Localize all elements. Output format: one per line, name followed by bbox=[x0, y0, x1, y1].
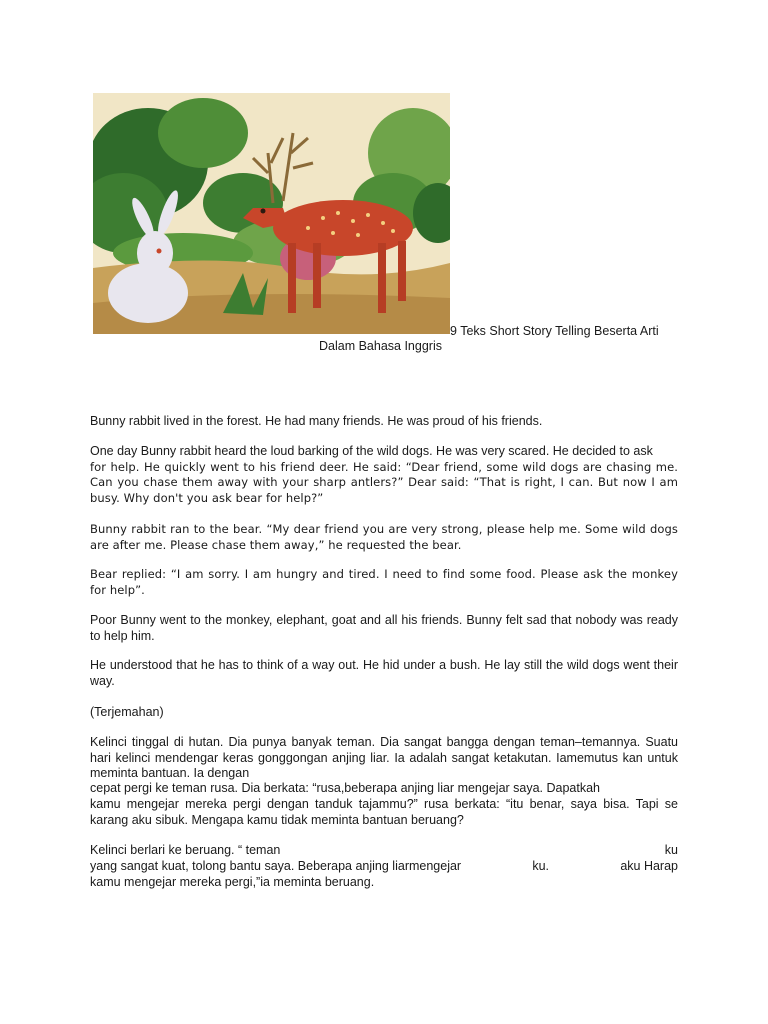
paragraph-8-line-c: kamu mengejar mereka pergi dengan tanduk tajammu?” rusa berkata: “itu benar, saya bisa. Tapi se karang aku sibuk. Mengapa kamu tidak meminta bantuan beruang? bbox=[90, 797, 678, 827]
paragraph-3: Bunny rabbit ran to the bear. “My dear friend you are very strong, please help me. Some wild dogs are after me. Please chase them away,” he requested the bear. bbox=[90, 522, 678, 552]
paragraph-9-line2 bbox=[90, 859, 678, 875]
paragraph-2-line1: One day Bunny rabbit heard the loud barking of the wild dogs. He was very scared. He decided to ask bbox=[90, 444, 653, 458]
paragraph-9-line2-c: aku Harap bbox=[620, 859, 678, 873]
paragraph-5: Poor Bunny went to the monkey, elephant, goat and all his friends. Bunny felt sad that nobody was ready to help him. bbox=[90, 613, 678, 643]
paragraph-9-line2-b: ku. bbox=[532, 859, 550, 873]
paragraph-4: Bear replied: “I am sorry. I am hungry and tired. I need to find some food. Please ask the monkey for help”. bbox=[90, 567, 678, 597]
paragraph-2-rest: for help. He quickly went to his friend deer. He said: “Dear friend, some wild dogs are chasing me. Can you chase them away with your sharp antlers?” Dear said: “That is right, I can. But now I am busy. Why don't you ask bear for help?” bbox=[90, 459, 678, 505]
translation-heading: (Terjemahan) bbox=[90, 705, 164, 719]
paragraph-8-line-b: cepat pergi ke teman rusa. Dia berkata: “rusa,beberapa anjing liar mengejar saya. Dapatkah bbox=[90, 781, 601, 795]
paragraph-9-line1-right: ku bbox=[664, 843, 678, 857]
image-caption-line1: 9 Teks Short Story Telling Beserta Arti bbox=[450, 324, 659, 338]
paragraph-8: Kelinci tinggal di hutan. Dia punya banyak teman. Dia sangat bangga dengan teman–temannya. Suatu hari kelinci mendengar keras gonggongan anjing liar. Ia adalah sangat ketakutan. Iamemutus kan untuk meminta bantuan. Ia dengan bbox=[90, 735, 678, 780]
paragraph-9-line1 bbox=[90, 843, 678, 859]
story-illustration bbox=[93, 93, 450, 334]
paragraph-9-line1-left: Kelinci berlari ke beruang. “ teman bbox=[90, 843, 281, 857]
rabbit-deer-picture bbox=[93, 93, 450, 334]
paragraph-9-line3: kamu mengejar mereka pergi,”ia meminta beruang. bbox=[90, 875, 375, 889]
image-caption-line2: Dalam Bahasa Inggris bbox=[319, 339, 442, 353]
paragraph-6: He understood that he has to think of a way out. He hid under a bush. He lay still the wild dogs went their way. bbox=[90, 658, 678, 688]
paragraph-9-line2-a: yang sangat kuat, tolong bantu saya. Beberapa anjing liarmengejar bbox=[90, 859, 462, 873]
paragraph-1: Bunny rabbit lived in the forest. He had many friends. He was proud of his friends. bbox=[90, 414, 543, 428]
